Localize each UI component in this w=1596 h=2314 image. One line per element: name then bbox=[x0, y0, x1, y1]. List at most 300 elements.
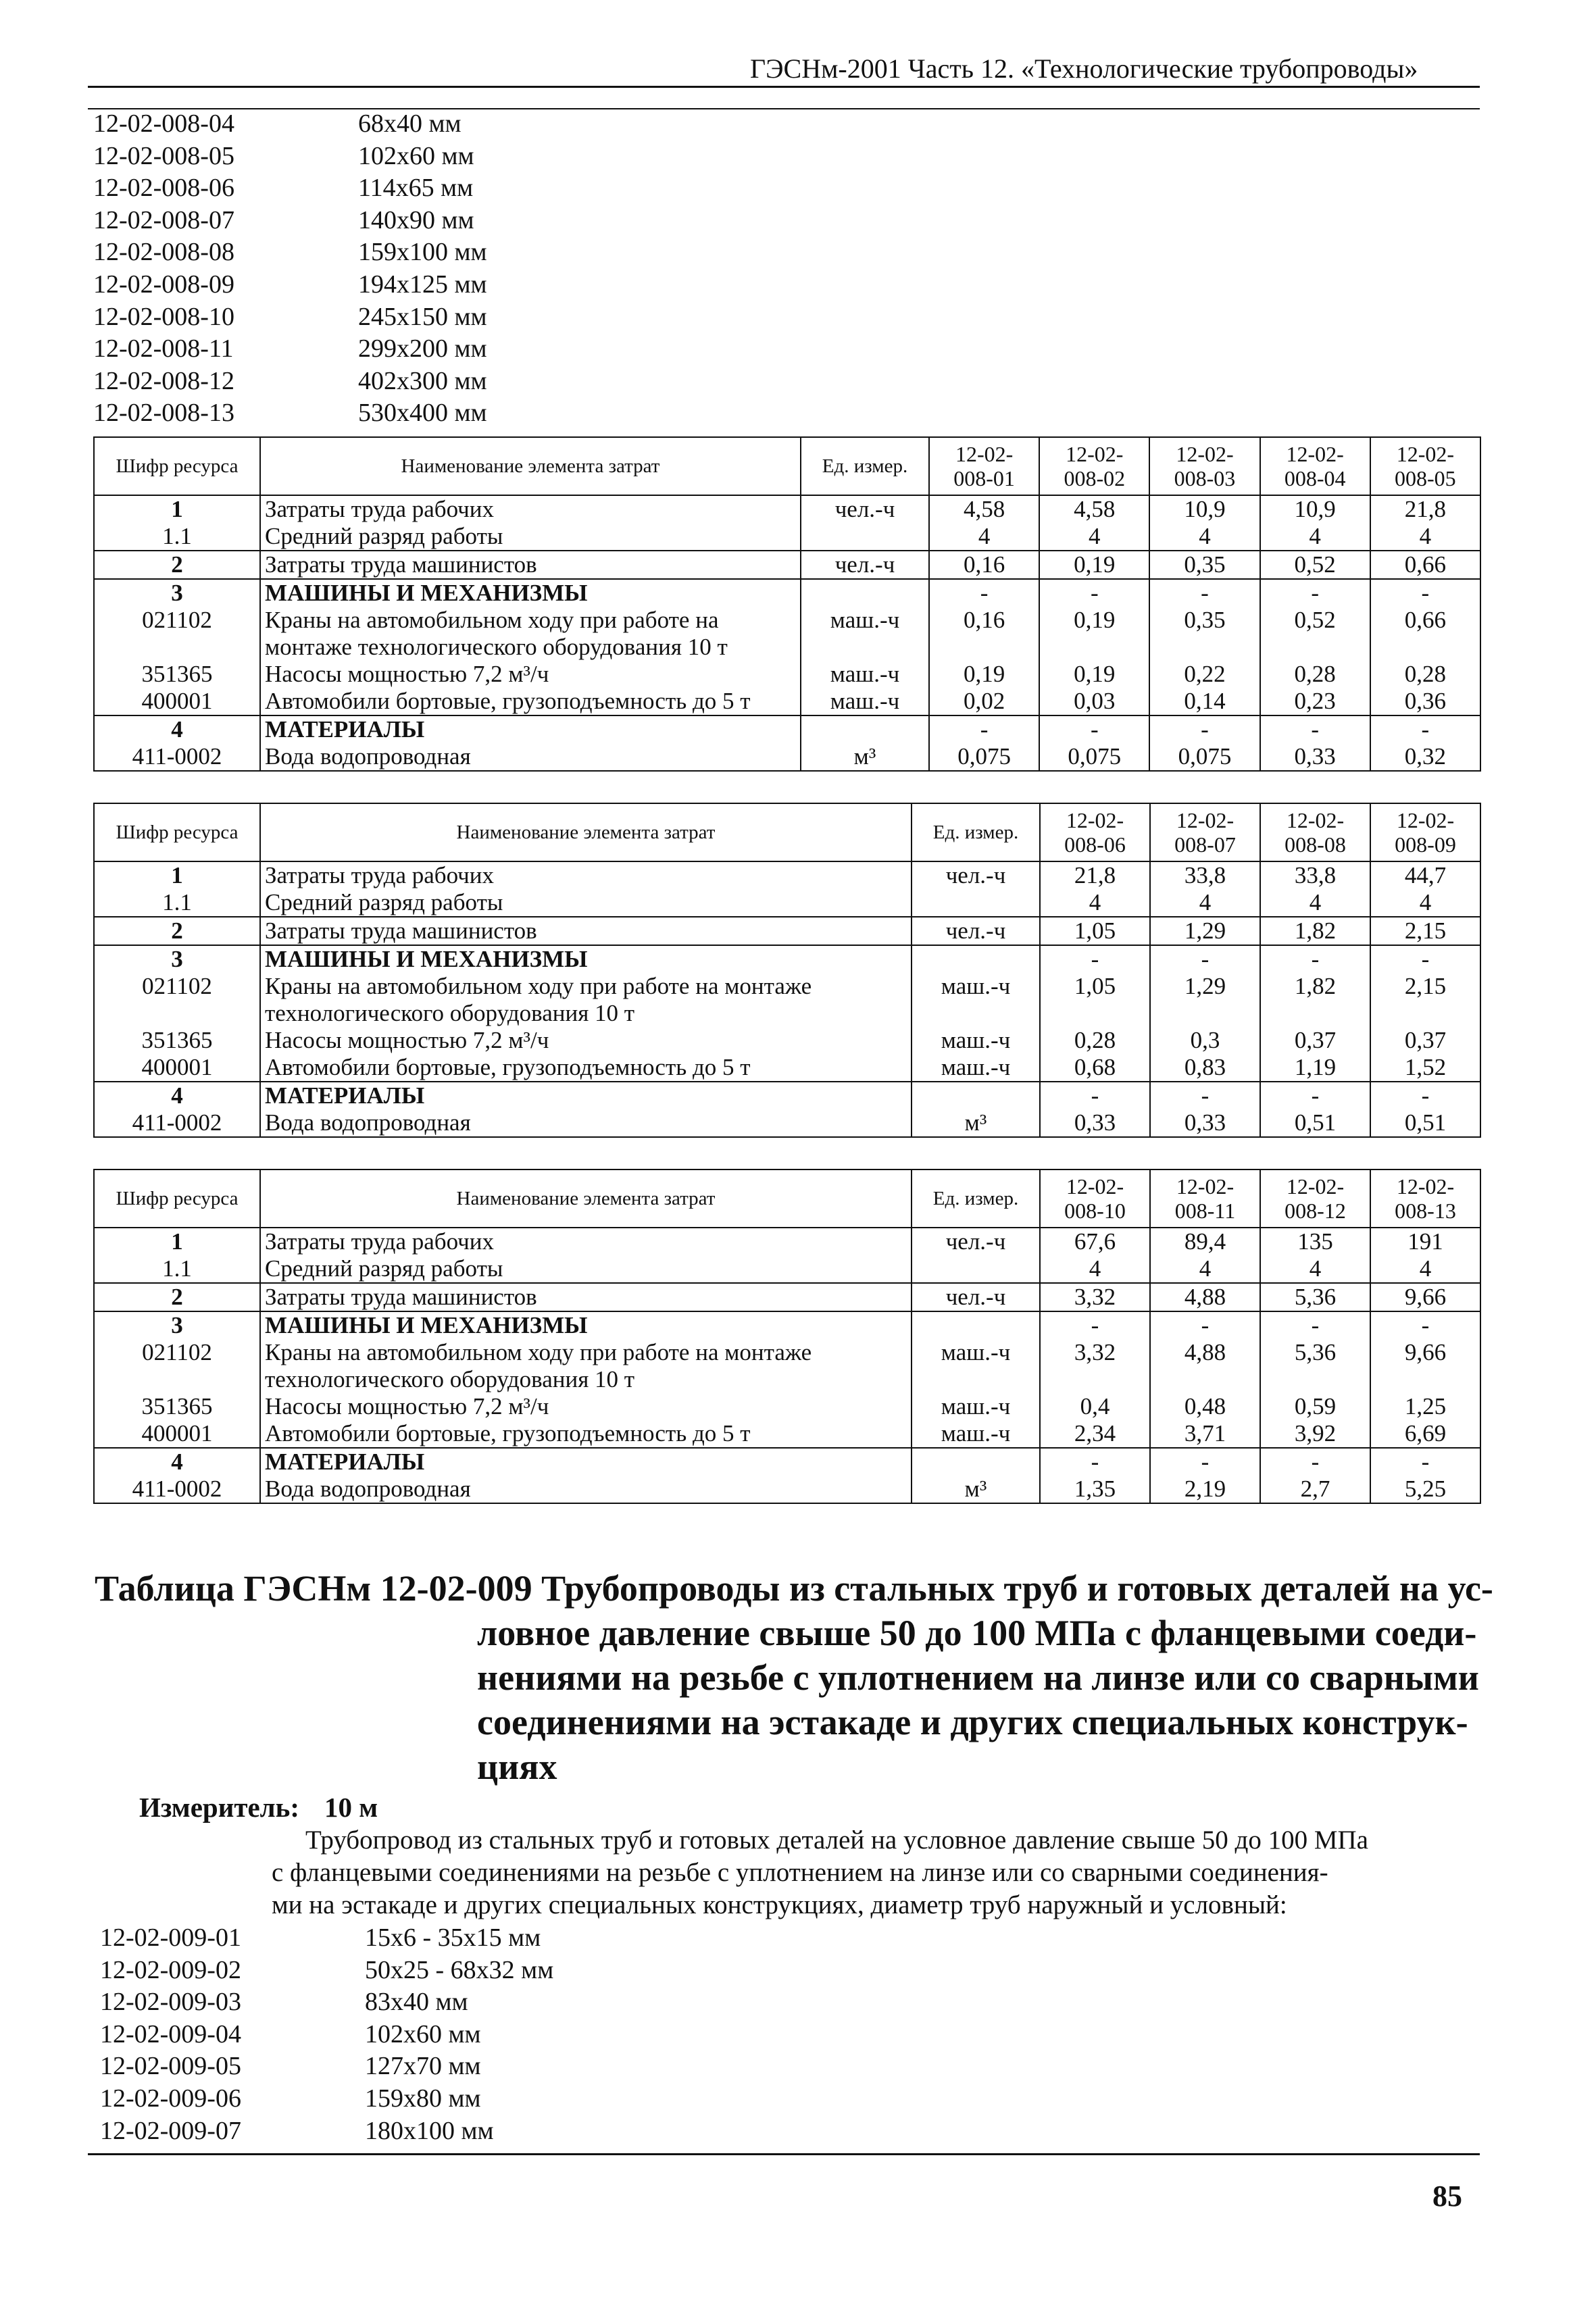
cell-code: 1.1 bbox=[94, 889, 260, 917]
cell-code: 411-0002 bbox=[94, 743, 260, 771]
cell-unit bbox=[912, 1082, 1040, 1109]
cell-value: - bbox=[1260, 1311, 1370, 1339]
cell-value: 0,51 bbox=[1260, 1109, 1370, 1137]
cell-value: 3,92 bbox=[1260, 1420, 1370, 1448]
table-row bbox=[94, 1448, 1480, 1476]
cell-name: Вода водопроводная bbox=[260, 743, 801, 771]
cell-unit: чел.-ч bbox=[912, 861, 1040, 889]
cell-value: 0,4 bbox=[1040, 1393, 1150, 1420]
cell-value: 0,66 bbox=[1370, 607, 1480, 661]
cell-value: 0,16 bbox=[929, 551, 1039, 579]
cell-value: 10,9 bbox=[1260, 495, 1370, 523]
cell-name: МАШИНЫ И МЕХАНИЗМЫ bbox=[260, 945, 912, 973]
cell-unit bbox=[801, 715, 929, 743]
header-col: 12-02- 008-10 bbox=[1040, 1169, 1150, 1228]
cell-value: 0,19 bbox=[1039, 607, 1149, 661]
cell-value: 4 bbox=[1040, 889, 1150, 917]
cell-value: 3,32 bbox=[1040, 1339, 1150, 1393]
header-col: 12-02- 008-13 bbox=[1370, 1169, 1480, 1228]
item-size: 194х125 мм bbox=[358, 270, 487, 299]
cell-value: 1,05 bbox=[1040, 917, 1150, 945]
cell-unit bbox=[912, 945, 1040, 973]
cell-name: Средний разряд работы bbox=[260, 889, 912, 917]
header-code: Шифр ресурса bbox=[94, 803, 260, 861]
cell-name: МАТЕРИАЛЫ bbox=[260, 715, 801, 743]
item-size: 159х80 мм bbox=[365, 2084, 481, 2113]
page-number: 85 bbox=[1432, 2180, 1462, 2213]
header-row bbox=[94, 803, 1480, 861]
cell-value: 44,7 bbox=[1370, 861, 1480, 889]
description-line: с фланцевыми соединениями на резьбе с уплотнением на линзе или со сварными соединения- bbox=[272, 1858, 1328, 1887]
cell-value: 0,35 bbox=[1149, 551, 1260, 579]
cell-value: 21,8 bbox=[1370, 495, 1480, 523]
cell-code: 1 bbox=[94, 1228, 260, 1255]
cell-code: 2 bbox=[94, 551, 260, 579]
header-col: 12-02- 008-08 bbox=[1260, 803, 1370, 861]
table-title-line: Таблица ГЭСНм 12-02-009 Трубопроводы из стальных труб и готовых деталей на ус- bbox=[95, 1568, 1493, 1609]
cell-code: 351365 bbox=[94, 661, 260, 688]
item-size: 127х70 мм bbox=[365, 2052, 481, 2081]
description-line: ми на эстакаде и других специальных конструкциях, диаметр труб наружный и условный: bbox=[272, 1890, 1287, 1919]
cell-value: - bbox=[1370, 1448, 1480, 1476]
cell-value: 0,19 bbox=[1039, 661, 1149, 688]
table-row bbox=[94, 1311, 1480, 1339]
table-row bbox=[94, 607, 1480, 661]
item-code: 12-02-008-06 bbox=[93, 174, 234, 203]
cell-value: 191 bbox=[1370, 1228, 1480, 1255]
cell-name: Насосы мощностью 7,2 м³/ч bbox=[260, 661, 801, 688]
item-size: 68х40 мм bbox=[358, 109, 462, 138]
cell-value: 1,82 bbox=[1260, 917, 1370, 945]
cell-value: - bbox=[1260, 1082, 1370, 1109]
cell-value: - bbox=[1370, 1311, 1480, 1339]
cell-unit: чел.-ч bbox=[912, 1283, 1040, 1311]
measure-value: 10 м bbox=[324, 1792, 378, 1823]
cell-value: 2,15 bbox=[1370, 917, 1480, 945]
cell-value: 0,075 bbox=[1039, 743, 1149, 771]
item-size: 50х25 - 68х32 мм bbox=[365, 1955, 554, 1984]
header-code: Шифр ресурса bbox=[94, 437, 260, 495]
table-row bbox=[94, 1228, 1480, 1255]
running-header: ГЭСНм-2001 Часть 12. «Технологические трубопроводы» bbox=[750, 53, 1418, 84]
cell-code: 351365 bbox=[94, 1393, 260, 1420]
header-col: 12-02- 008-02 bbox=[1039, 437, 1149, 495]
header-col: 12-02- 008-03 bbox=[1149, 437, 1260, 495]
cell-value: 0,075 bbox=[929, 743, 1039, 771]
cell-value: 0,68 bbox=[1040, 1054, 1150, 1082]
item-code: 12-02-009-06 bbox=[100, 2084, 241, 2113]
cell-value: 0,22 bbox=[1149, 661, 1260, 688]
table-row bbox=[94, 1476, 1480, 1503]
cell-value: 0,28 bbox=[1040, 1027, 1150, 1054]
cell-value: 0,83 bbox=[1150, 1054, 1260, 1082]
cell-value: 0,66 bbox=[1370, 551, 1480, 579]
cell-unit: м³ bbox=[801, 743, 929, 771]
table-row bbox=[94, 1082, 1480, 1109]
table-row bbox=[94, 889, 1480, 917]
top-rule bbox=[88, 108, 1480, 109]
header-col: 12-02- 008-05 bbox=[1370, 437, 1480, 495]
cell-name: Затраты труда рабочих bbox=[260, 861, 912, 889]
cell-unit: чел.-ч bbox=[912, 917, 1040, 945]
cell-name: Автомобили бортовые, грузоподъемность до 5 т bbox=[260, 688, 801, 715]
item-code: 12-02-008-05 bbox=[93, 141, 234, 170]
header-unit: Ед. измер. bbox=[801, 437, 929, 495]
header-name: Наименование элемента затрат bbox=[260, 437, 801, 495]
item-size: 15х6 - 35х15 мм bbox=[365, 1923, 541, 1952]
table-title bbox=[95, 1566, 1493, 1789]
cell-name: Краны на автомобильном ходу при работе на монтаже технологического оборудования 10 т bbox=[260, 1339, 912, 1393]
item-code: 12-02-009-01 bbox=[100, 1923, 241, 1952]
table-row bbox=[94, 1054, 1480, 1082]
item-size: 245х150 мм bbox=[358, 302, 487, 331]
cell-value: 0,19 bbox=[929, 661, 1039, 688]
cell-unit: маш.-ч bbox=[912, 1027, 1040, 1054]
cell-value: - bbox=[1260, 579, 1370, 607]
resource-table-2 bbox=[93, 803, 1481, 1138]
item-size: 159х100 мм bbox=[358, 238, 487, 267]
cell-code: 3 bbox=[94, 1311, 260, 1339]
cell-unit bbox=[912, 1448, 1040, 1476]
cell-value: - bbox=[1039, 579, 1149, 607]
cell-name: Автомобили бортовые, грузоподъемность до 5 т bbox=[260, 1054, 912, 1082]
header-code: Шифр ресурса bbox=[94, 1169, 260, 1228]
cell-name: МАШИНЫ И МЕХАНИЗМЫ bbox=[260, 1311, 912, 1339]
cell-unit bbox=[801, 523, 929, 551]
cell-value: - bbox=[1150, 1448, 1260, 1476]
cell-code: 1 bbox=[94, 861, 260, 889]
cell-name: Средний разряд работы bbox=[260, 1255, 912, 1283]
header-col: 12-02- 008-01 bbox=[929, 437, 1039, 495]
item-code: 12-02-009-05 bbox=[100, 2052, 241, 2081]
cell-value: 33,8 bbox=[1260, 861, 1370, 889]
cell-name: Насосы мощностью 7,2 м³/ч bbox=[260, 1027, 912, 1054]
cell-value: 0,075 bbox=[1149, 743, 1260, 771]
cell-code: 351365 bbox=[94, 1027, 260, 1054]
cell-value: 4 bbox=[1149, 523, 1260, 551]
cell-name: Затраты труда рабочих bbox=[260, 495, 801, 523]
cell-value: 0,51 bbox=[1370, 1109, 1480, 1137]
table-row bbox=[94, 973, 1480, 1027]
cell-value: 0,23 bbox=[1260, 688, 1370, 715]
item-size: 114х65 мм bbox=[358, 174, 474, 203]
table-row bbox=[94, 917, 1480, 945]
cell-value: - bbox=[1149, 579, 1260, 607]
cell-code: 021102 bbox=[94, 607, 260, 661]
table-title-continuation bbox=[477, 1611, 1480, 1789]
cell-value: 0,02 bbox=[929, 688, 1039, 715]
cell-value: - bbox=[929, 579, 1039, 607]
cell-value: 9,66 bbox=[1370, 1283, 1480, 1311]
cell-value: 10,9 bbox=[1149, 495, 1260, 523]
cell-value: 0,48 bbox=[1150, 1393, 1260, 1420]
cell-value: - bbox=[1040, 1311, 1150, 1339]
item-code: 12-02-008-12 bbox=[93, 366, 234, 395]
item-code: 12-02-009-02 bbox=[100, 1955, 241, 1984]
header-unit: Ед. измер. bbox=[912, 1169, 1040, 1228]
cell-value: 0,16 bbox=[929, 607, 1039, 661]
cell-name: Затраты труда рабочих bbox=[260, 1228, 912, 1255]
cell-name: МАТЕРИАЛЫ bbox=[260, 1082, 912, 1109]
cell-value: - bbox=[1040, 1448, 1150, 1476]
cell-value: - bbox=[1040, 1082, 1150, 1109]
cell-value: 0,59 bbox=[1260, 1393, 1370, 1420]
resource-table-1 bbox=[93, 436, 1481, 772]
cell-value: 21,8 bbox=[1040, 861, 1150, 889]
cell-value: 4,58 bbox=[929, 495, 1039, 523]
cell-value: - bbox=[1260, 945, 1370, 973]
cell-unit: маш.-ч bbox=[912, 973, 1040, 1027]
cell-code: 4 bbox=[94, 1448, 260, 1476]
cell-value: - bbox=[1040, 945, 1150, 973]
cell-value: 4,88 bbox=[1150, 1339, 1260, 1393]
header-unit: Ед. измер. bbox=[912, 803, 1040, 861]
cell-value: 2,15 bbox=[1370, 973, 1480, 1027]
table-row bbox=[94, 579, 1480, 607]
bottom-rule bbox=[88, 2153, 1480, 2155]
cell-value: 0,33 bbox=[1260, 743, 1370, 771]
cell-code: 400001 bbox=[94, 688, 260, 715]
cell-value: 4 bbox=[1260, 889, 1370, 917]
cell-code: 400001 bbox=[94, 1054, 260, 1082]
table-row bbox=[94, 1027, 1480, 1054]
item-code: 12-02-009-07 bbox=[100, 2116, 241, 2145]
header-col: 12-02- 008-09 bbox=[1370, 803, 1480, 861]
cell-value: 1,29 bbox=[1150, 917, 1260, 945]
cell-value: - bbox=[1039, 715, 1149, 743]
cell-value: 4 bbox=[1040, 1255, 1150, 1283]
cell-value: 0,3 bbox=[1150, 1027, 1260, 1054]
table-row bbox=[94, 523, 1480, 551]
cell-code: 400001 bbox=[94, 1420, 260, 1448]
item-code: 12-02-008-09 bbox=[93, 270, 234, 299]
cell-value: 9,66 bbox=[1370, 1339, 1480, 1393]
cell-name: Средний разряд работы bbox=[260, 523, 801, 551]
cell-value: - bbox=[1370, 579, 1480, 607]
cell-name: Краны на автомобильном ходу при работе на монтаже технологического оборудования 10 т bbox=[260, 607, 801, 661]
cell-unit: м³ bbox=[912, 1109, 1040, 1137]
item-size: 530х400 мм bbox=[358, 399, 487, 428]
cell-value: 4 bbox=[1150, 889, 1260, 917]
cell-value: 3,32 bbox=[1040, 1283, 1150, 1311]
cell-name: МАШИНЫ И МЕХАНИЗМЫ bbox=[260, 579, 801, 607]
header-name: Наименование элемента затрат bbox=[260, 803, 912, 861]
cell-unit: маш.-ч bbox=[801, 688, 929, 715]
table-row bbox=[94, 688, 1480, 715]
item-code: 12-02-008-07 bbox=[93, 205, 234, 234]
cell-value: 0,03 bbox=[1039, 688, 1149, 715]
cell-name: Затраты труда машинистов bbox=[260, 1283, 912, 1311]
cell-value: 4 bbox=[1150, 1255, 1260, 1283]
resource-table-3 bbox=[93, 1169, 1481, 1504]
table-title-line: ловное давление свыше 50 до 100 МПа с фланцевыми соеди- bbox=[477, 1613, 1477, 1653]
header-col: 12-02- 008-06 bbox=[1040, 803, 1150, 861]
item-size: 402х300 мм bbox=[358, 366, 487, 395]
cell-value: - bbox=[1370, 715, 1480, 743]
cell-value: - bbox=[1370, 945, 1480, 973]
header-col: 12-02- 008-12 bbox=[1260, 1169, 1370, 1228]
cell-value: - bbox=[1149, 715, 1260, 743]
header-row bbox=[94, 1169, 1480, 1228]
measure-label: Измеритель: bbox=[139, 1792, 300, 1823]
cell-unit: маш.-ч bbox=[801, 607, 929, 661]
cell-value: 6,69 bbox=[1370, 1420, 1480, 1448]
item-code: 12-02-008-10 bbox=[93, 302, 234, 331]
cell-name: Автомобили бортовые, грузоподъемность до 5 т bbox=[260, 1420, 912, 1448]
cell-value: 0,52 bbox=[1260, 551, 1370, 579]
cell-name: Вода водопроводная bbox=[260, 1476, 912, 1503]
header-col: 12-02- 008-11 bbox=[1150, 1169, 1260, 1228]
cell-unit: маш.-ч bbox=[912, 1420, 1040, 1448]
cell-value: 33,8 bbox=[1150, 861, 1260, 889]
cell-value: 0,28 bbox=[1260, 661, 1370, 688]
cell-value: 3,71 bbox=[1150, 1420, 1260, 1448]
table-title-line: нениями на резьбе с уплотнением на линзе или со сварными bbox=[477, 1657, 1479, 1698]
cell-unit: маш.-ч bbox=[912, 1339, 1040, 1393]
cell-code: 021102 bbox=[94, 973, 260, 1027]
cell-value: 0,19 bbox=[1039, 551, 1149, 579]
description bbox=[272, 1824, 1478, 1921]
table-row bbox=[94, 1420, 1480, 1448]
cell-name: Вода водопроводная bbox=[260, 1109, 912, 1137]
header-name: Наименование элемента затрат bbox=[260, 1169, 912, 1228]
cell-value: 4 bbox=[1370, 889, 1480, 917]
cell-unit: чел.-ч bbox=[801, 495, 929, 523]
cell-value: 1,82 bbox=[1260, 973, 1370, 1027]
table-row bbox=[94, 945, 1480, 973]
cell-value: 1,25 bbox=[1370, 1393, 1480, 1420]
table-row bbox=[94, 495, 1480, 523]
cell-unit bbox=[912, 889, 1040, 917]
table-row bbox=[94, 661, 1480, 688]
table-row bbox=[94, 861, 1480, 889]
item-size: 102х60 мм bbox=[365, 2019, 481, 2048]
cell-code: 1 bbox=[94, 495, 260, 523]
cell-value: 0,32 bbox=[1370, 743, 1480, 771]
cell-value: - bbox=[929, 715, 1039, 743]
item-size: 83х40 мм bbox=[365, 1988, 468, 2017]
cell-code: 2 bbox=[94, 917, 260, 945]
cell-value: 4,58 bbox=[1039, 495, 1149, 523]
table-row bbox=[94, 743, 1480, 771]
item-size: 180х100 мм bbox=[365, 2116, 494, 2145]
cell-value: 1,52 bbox=[1370, 1054, 1480, 1082]
cell-value: 5,36 bbox=[1260, 1283, 1370, 1311]
cell-value: 4 bbox=[1039, 523, 1149, 551]
table-row bbox=[94, 1109, 1480, 1137]
header-rule bbox=[88, 86, 1480, 88]
cell-value: 67,6 bbox=[1040, 1228, 1150, 1255]
table-row bbox=[94, 1255, 1480, 1283]
cell-value: - bbox=[1150, 1311, 1260, 1339]
cell-unit bbox=[801, 579, 929, 607]
item-code: 12-02-008-11 bbox=[93, 334, 234, 363]
cell-value: 2,19 bbox=[1150, 1476, 1260, 1503]
cell-name: Насосы мощностью 7,2 м³/ч bbox=[260, 1393, 912, 1420]
cell-code: 411-0002 bbox=[94, 1109, 260, 1137]
cell-name: МАТЕРИАЛЫ bbox=[260, 1448, 912, 1476]
cell-value: 1,05 bbox=[1040, 973, 1150, 1027]
cell-value: - bbox=[1150, 1082, 1260, 1109]
cell-value: 5,36 bbox=[1260, 1339, 1370, 1393]
table-row bbox=[94, 715, 1480, 743]
cell-code: 3 bbox=[94, 579, 260, 607]
cell-code: 4 bbox=[94, 715, 260, 743]
cell-code: 1.1 bbox=[94, 1255, 260, 1283]
table-row bbox=[94, 1393, 1480, 1420]
cell-value: 135 bbox=[1260, 1228, 1370, 1255]
table-title-line: циях bbox=[477, 1746, 557, 1787]
cell-code: 3 bbox=[94, 945, 260, 973]
cell-value: 4,88 bbox=[1150, 1283, 1260, 1311]
cell-value: - bbox=[1260, 715, 1370, 743]
cell-unit: чел.-ч bbox=[801, 551, 929, 579]
cell-value: - bbox=[1370, 1082, 1480, 1109]
item-size: 102х60 мм bbox=[358, 141, 474, 170]
cell-unit: маш.-ч bbox=[912, 1054, 1040, 1082]
cell-value: 2,7 bbox=[1260, 1476, 1370, 1503]
table-row bbox=[94, 1283, 1480, 1311]
item-code: 12-02-008-13 bbox=[93, 399, 234, 428]
item-size: 140х90 мм bbox=[358, 205, 474, 234]
header-col: 12-02- 008-07 bbox=[1150, 803, 1260, 861]
cell-name: Затраты труда машинистов bbox=[260, 917, 912, 945]
header-col: 12-02- 008-04 bbox=[1260, 437, 1370, 495]
cell-unit: маш.-ч bbox=[912, 1393, 1040, 1420]
cell-unit: маш.-ч bbox=[801, 661, 929, 688]
table-row bbox=[94, 1339, 1480, 1393]
header-row bbox=[94, 437, 1480, 495]
cell-value: - bbox=[1260, 1448, 1370, 1476]
cell-value: 0,37 bbox=[1260, 1027, 1370, 1054]
cell-value: 0,52 bbox=[1260, 607, 1370, 661]
cell-value: 0,28 bbox=[1370, 661, 1480, 688]
cell-value: 4 bbox=[1370, 523, 1480, 551]
cell-value: - bbox=[1150, 945, 1260, 973]
cell-unit bbox=[912, 1311, 1040, 1339]
item-code: 12-02-008-08 bbox=[93, 238, 234, 267]
cell-value: 89,4 bbox=[1150, 1228, 1260, 1255]
cell-code: 2 bbox=[94, 1283, 260, 1311]
cell-unit: м³ bbox=[912, 1476, 1040, 1503]
cell-value: 4 bbox=[1260, 1255, 1370, 1283]
cell-value: 1,35 bbox=[1040, 1476, 1150, 1503]
table-title-line: соединениями на эстакаде и других специальных конструк- bbox=[477, 1702, 1468, 1742]
cell-unit: чел.-ч bbox=[912, 1228, 1040, 1255]
cell-value: 0,36 bbox=[1370, 688, 1480, 715]
item-size: 299х200 мм bbox=[358, 334, 487, 363]
cell-value: 4 bbox=[929, 523, 1039, 551]
cell-value: 4 bbox=[1260, 523, 1370, 551]
cell-name: Затраты труда машинистов bbox=[260, 551, 801, 579]
cell-value: 1,19 bbox=[1260, 1054, 1370, 1082]
cell-value: 0,33 bbox=[1040, 1109, 1150, 1137]
cell-code: 1.1 bbox=[94, 523, 260, 551]
item-code: 12-02-008-04 bbox=[93, 109, 234, 138]
item-code: 12-02-009-04 bbox=[100, 2019, 241, 2048]
cell-value: 0,37 bbox=[1370, 1027, 1480, 1054]
cell-value: 2,34 bbox=[1040, 1420, 1150, 1448]
item-code: 12-02-009-03 bbox=[100, 1988, 241, 2017]
cell-value: 0,35 bbox=[1149, 607, 1260, 661]
table-row bbox=[94, 551, 1480, 579]
cell-value: 0,33 bbox=[1150, 1109, 1260, 1137]
cell-value: 5,25 bbox=[1370, 1476, 1480, 1503]
description-line: Трубопровод из стальных труб и готовых деталей на условное давление свыше 50 до 100 МПа bbox=[305, 1826, 1368, 1855]
cell-value: 0,14 bbox=[1149, 688, 1260, 715]
cell-code: 411-0002 bbox=[94, 1476, 260, 1503]
cell-code: 021102 bbox=[94, 1339, 260, 1393]
